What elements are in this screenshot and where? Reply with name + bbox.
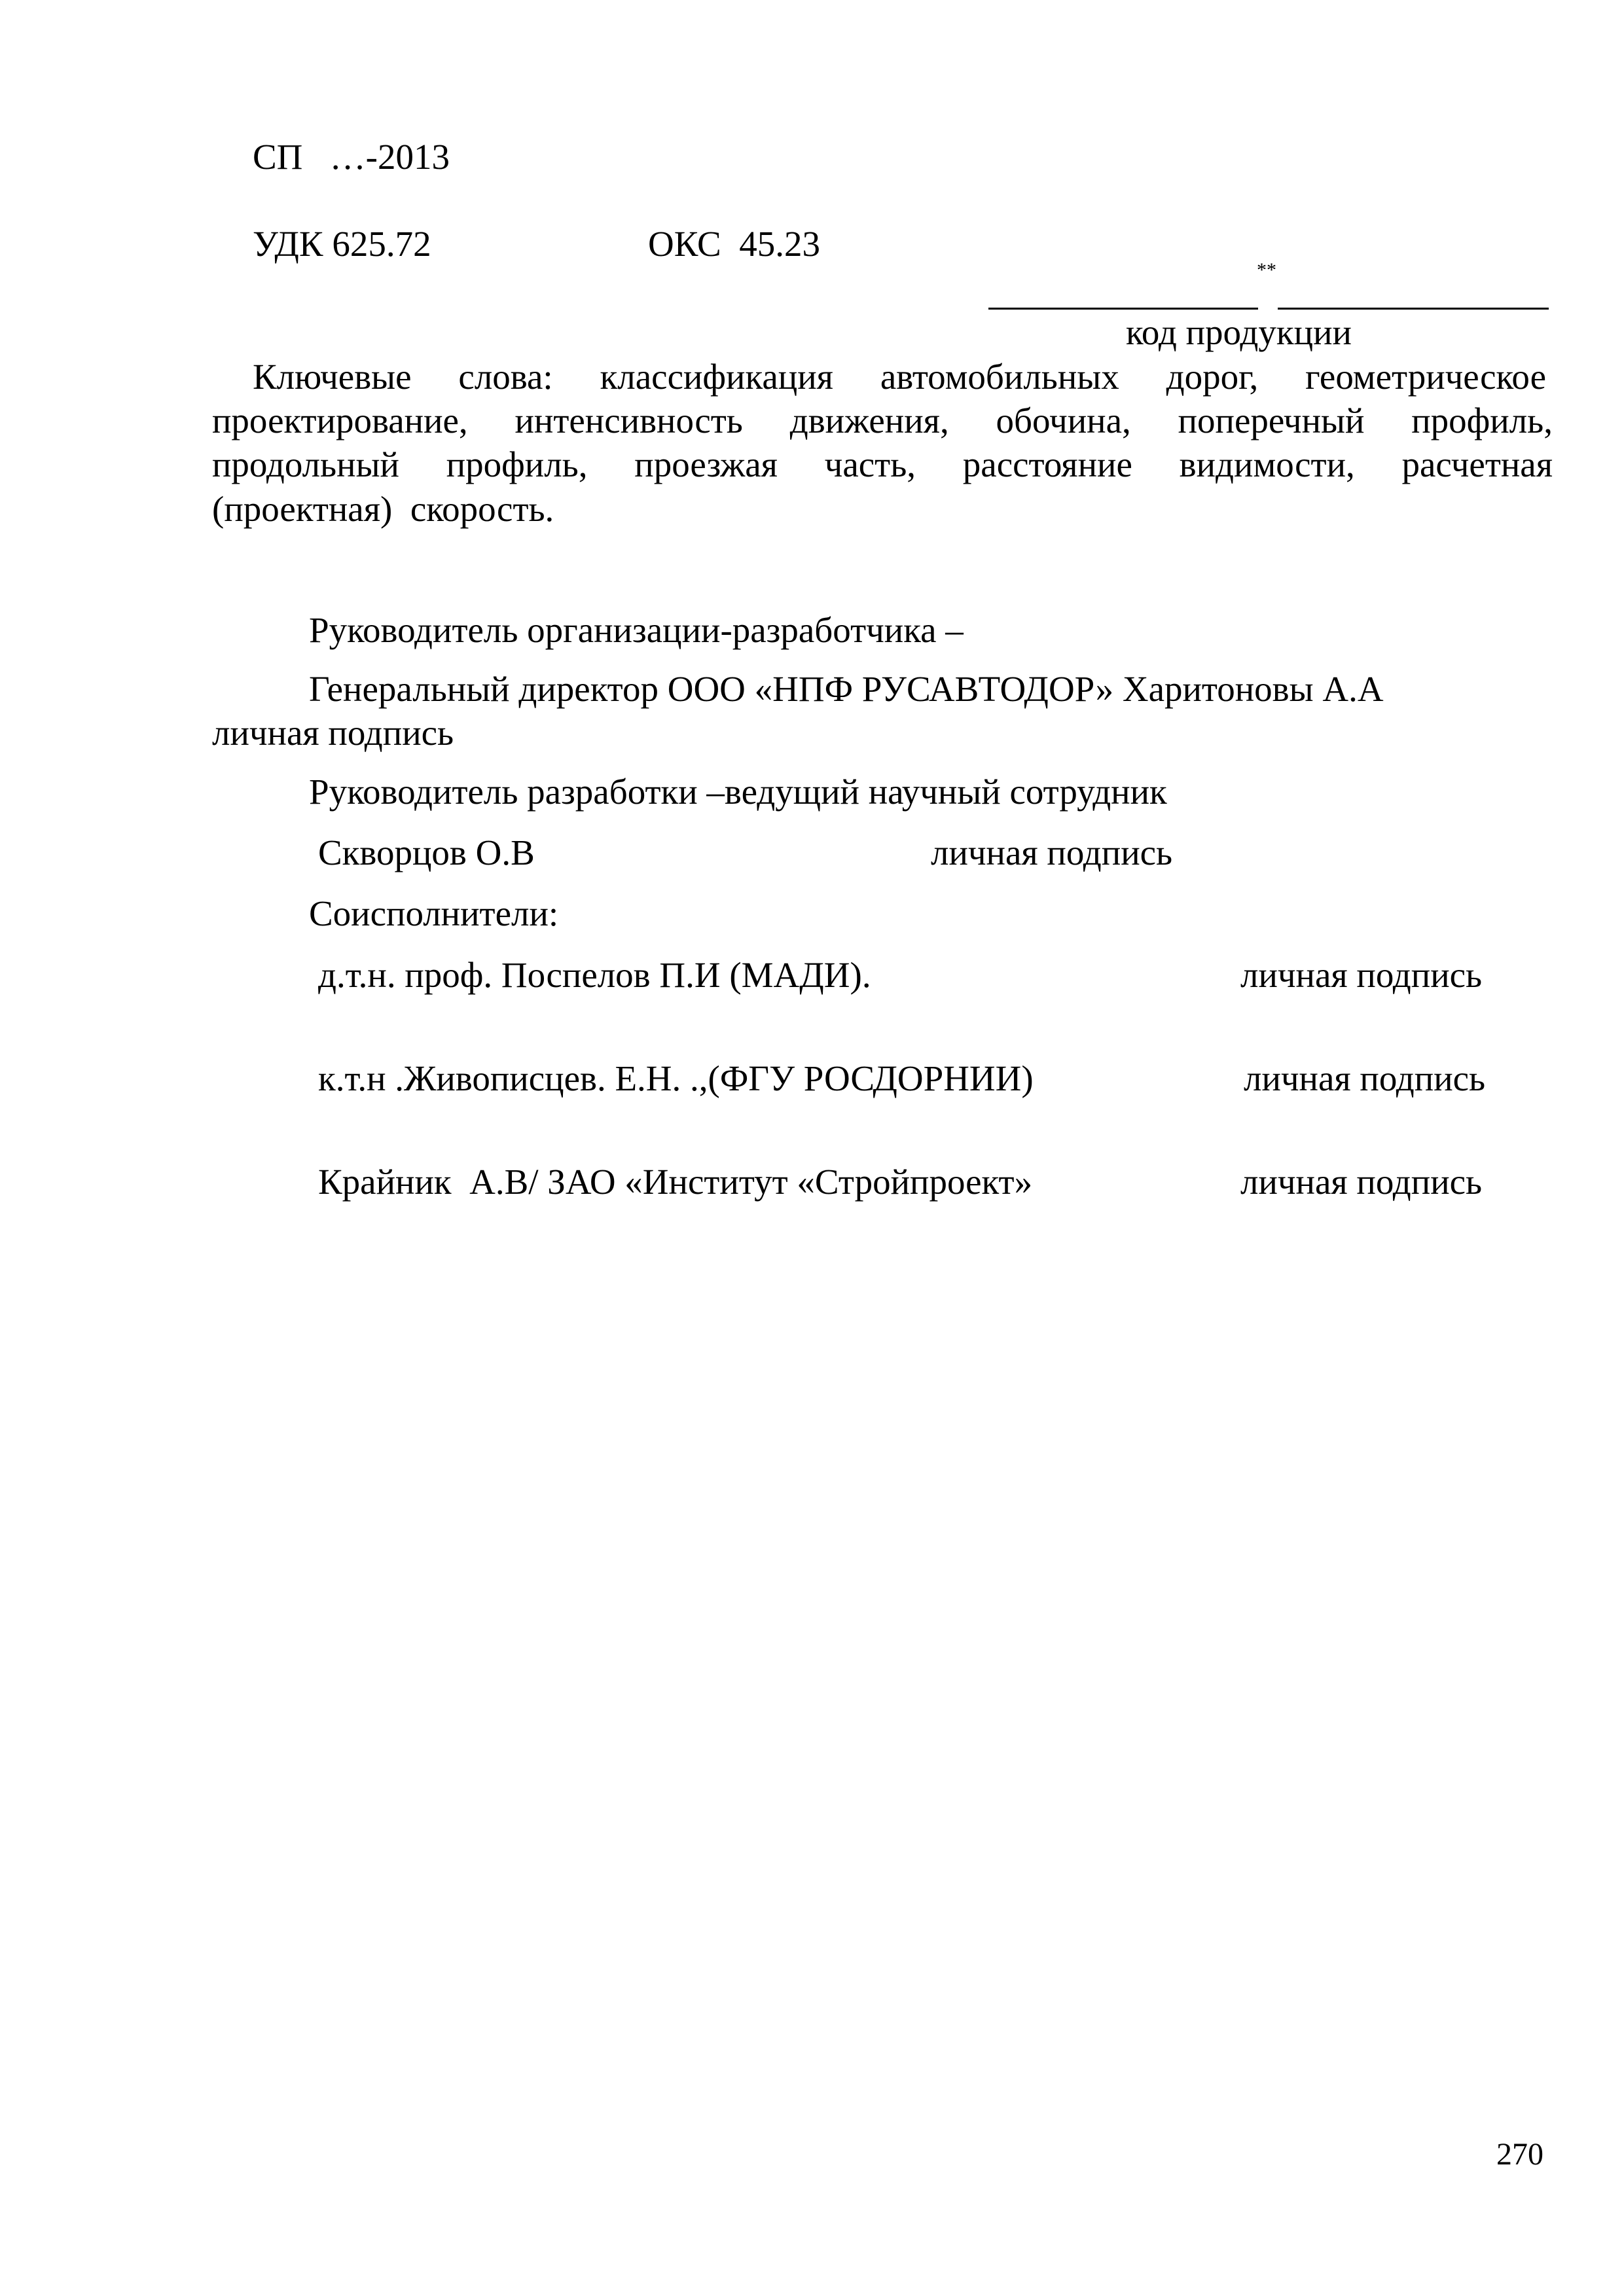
page-number: 270 [1496,2137,1543,2172]
coexecutor-signature-label: личная подпись [1240,1162,1483,1202]
coexecutors-label: Соисполнители: [309,893,559,933]
oks-code: ОКС 45.23 [648,224,820,264]
coexecutor-signature-label: личная подпись [1240,955,1483,995]
standard-code: СП …-2013 [253,137,450,177]
keywords-line: (проектная) скорость. [212,489,554,529]
development-head-label: Руководитель разработки –ведущий научный сотрудник [309,772,1167,812]
product-code-underline-right [1278,308,1549,310]
skvortsov-signature-label: личная подпись [931,833,1173,872]
organization-head-label: Руководитель организации-разработчика – [309,610,964,650]
product-code-asterisks: ** [1257,259,1276,281]
skvortsov-name: Скворцов О.В [318,833,535,872]
product-code-underline-left [988,308,1258,310]
director-line: Генеральный директор ООО «НПФ РУСАВТОДОР» Харитоновы А.А [309,669,1384,709]
keywords-line: Ключевые слова: классификация автомобильных дорог, геометрическое [253,357,1546,397]
keywords-line: продольный профиль, проезжая часть, расстояние видимости, расчетная [212,444,1553,484]
coexecutor-signature-label: личная подпись [1244,1058,1486,1098]
coexecutor-name: к.т.н .Живописцев. Е.Н. .,(ФГУ РОСДОРНИИ) [318,1058,1034,1098]
director-signature-label: личная подпись [212,713,454,753]
coexecutor-name: д.т.н. проф. Поспелов П.И (МАДИ). [318,955,871,995]
product-code-label: код продукции [1126,312,1352,352]
keywords-line: проектирование, интенсивность движения, обочина, поперечный профиль, [212,401,1553,440]
udk-code: УДК 625.72 [253,224,431,264]
coexecutor-name: Крайник А.В/ ЗАО «Институт «Стройпроект» [318,1162,1033,1202]
